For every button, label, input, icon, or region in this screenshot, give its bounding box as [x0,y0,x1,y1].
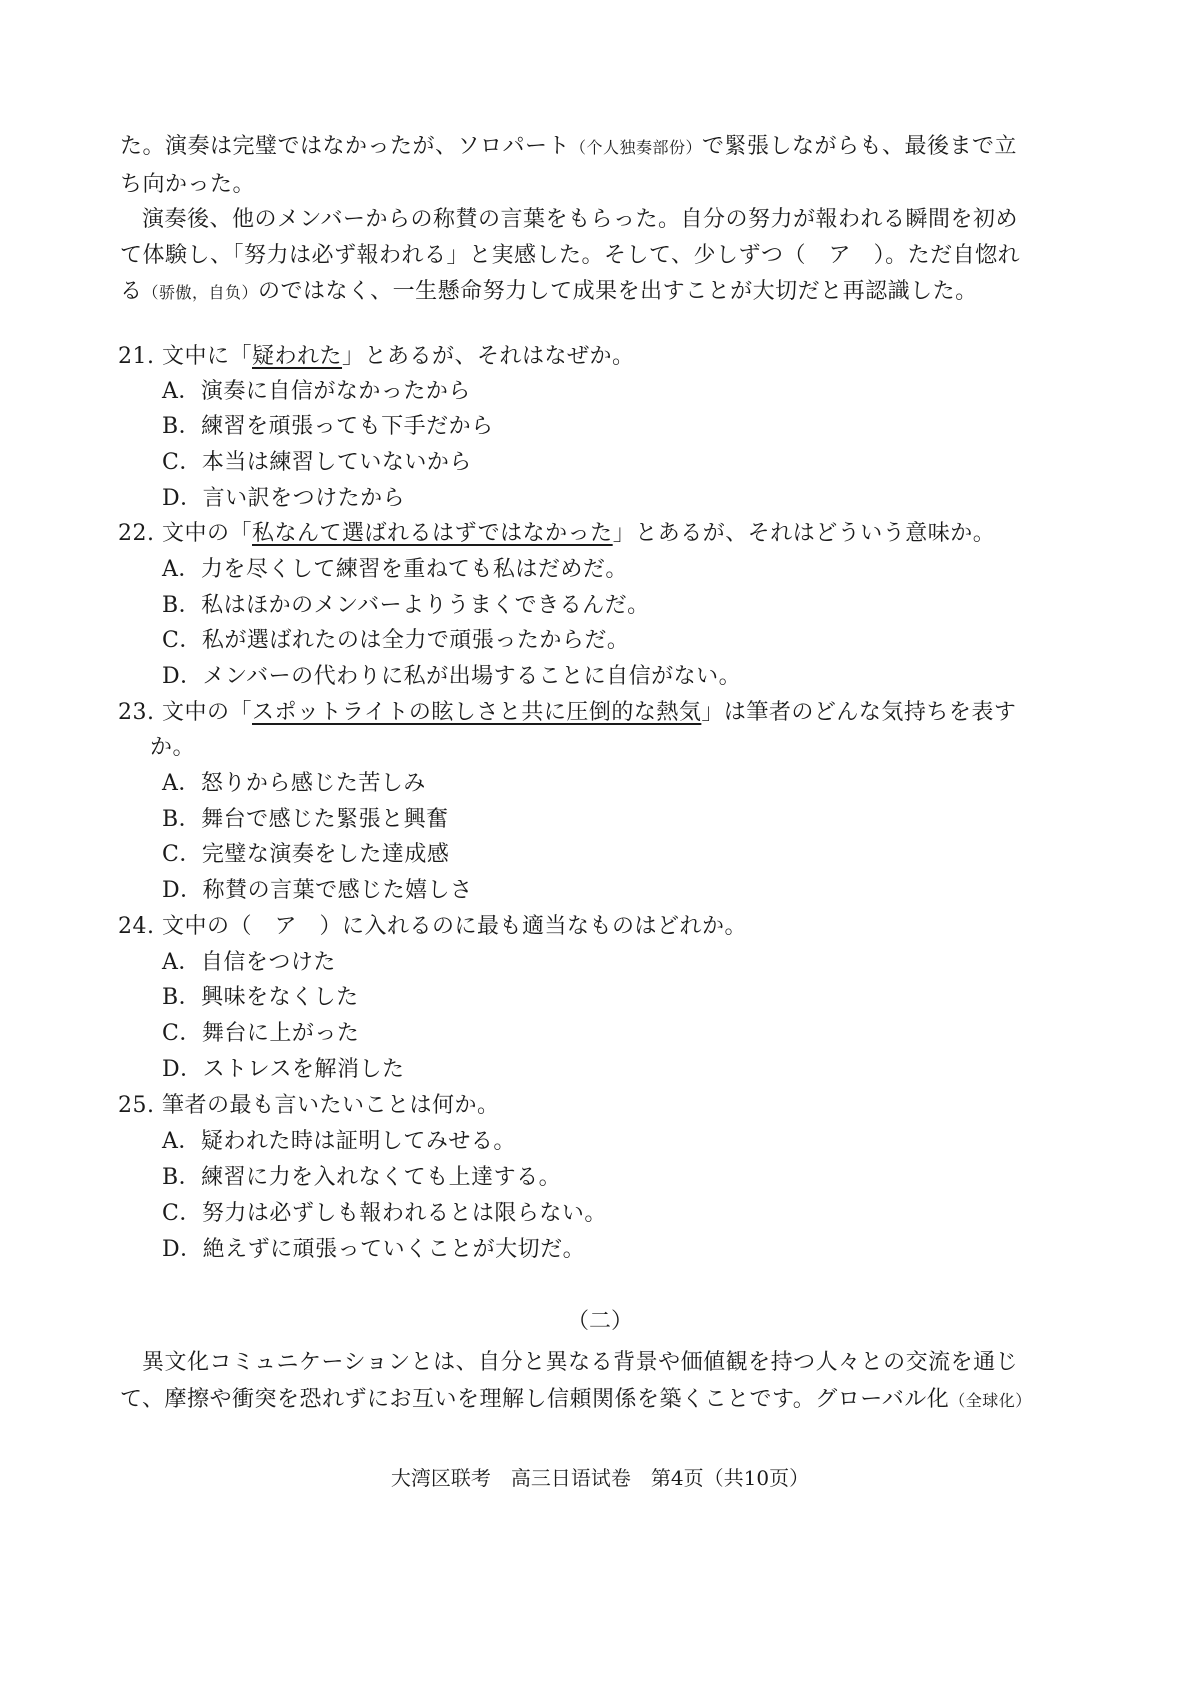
answer-option: C．完璧な演奏をした達成感 [162,842,450,867]
passage-text: て、摩擦や衝突を恐れずにお互いを理解し信頼関係を築くことです。グローバル化 [120,1387,950,1412]
answer-option: B．舞台で感じた緊張と興奮 [162,807,449,832]
question-text: 筆者の最も言いたいことは何か。 [162,1093,500,1118]
answer-option: B．興味をなくした [162,985,359,1010]
passage-line: ち向かった。 [120,172,256,197]
passage-note: （骄傲，自负） [142,283,259,302]
question-stem [118,694,1016,732]
underlined-quote: スポットライトの眩しさと共に圧倒的な熱気 [252,700,702,725]
question-stem-continuation: か。 [150,735,196,760]
answer-option: D．絶えずに頑張っていくことが大切だ。 [162,1237,586,1262]
answer-option: D．言い訳をつけたから [162,486,406,511]
answer-option: C．舞台に上がった [162,1021,360,1046]
answer-option: B．私はほかのメンバーよりうまくできるんだ。 [162,593,650,618]
page-footer: 大湾区联考 高三日语试卷 第4页（共10页） [390,1466,810,1490]
answer-option: A．疑われた時は証明してみせる。 [162,1129,516,1154]
passage-text: る [120,279,143,304]
underlined-quote: 疑われた [252,344,343,369]
answer-option: D．称賛の言葉で感じた嬉しさ [162,878,473,903]
answer-option: A．演奏に自信がなかったから [162,379,471,404]
question-text: 」とあるが、それはどういう意味か。 [612,521,996,546]
question-number: 24. [118,914,155,939]
question-text: 文中の「 [162,700,253,725]
question-text: 文中の（ ア ）に入れるのに最も適当なものはどれか。 [162,914,748,939]
question-text: 文中の「 [162,521,253,546]
answer-option: A．力を尽くして練習を重ねても私はだめだ。 [162,557,628,582]
question-stem [118,515,995,553]
passage-line: 異文化コミュニケーションとは、自分と異なる背景や価値観を持つ人々との交流を通じ [142,1350,1019,1375]
section-heading: （二） [566,1309,633,1334]
question-stem [118,1087,500,1125]
question-stem [118,338,635,376]
answer-option: B．練習に力を入れなくても上達する。 [162,1165,562,1190]
answer-option: A．自信をつけた [162,950,336,975]
passage-note: （全球化） [949,1391,1032,1410]
question-text: 文中に「 [162,344,253,369]
underlined-quote: 私なんて選ばれるはずではなかった [252,521,613,546]
passage-line: 演奏後、他のメンバーからの称賛の言葉をもらった。自分の努力が報われる瞬間を初め [142,207,1018,232]
answer-option: A．怒りから感じた苦しみ [162,771,426,796]
question-number: 21. [118,344,155,369]
passage-line [120,1380,1060,1420]
question-number: 25. [118,1093,155,1118]
passage-text: た。演奏は完璧ではなかったが、ソロパート [120,134,571,159]
answer-option: D．ストレスを解消した [162,1057,405,1082]
answer-option: D．メンバーの代わりに私が出場することに自信がない。 [162,664,742,689]
question-number: 22. [118,521,155,546]
question-number: 23. [118,700,155,725]
passage-text: のではなく、一生懸命努力して成果を出すことが大切だと再認識した。 [258,279,978,304]
question-stem [118,908,747,946]
passage-note: （个人独奏部份） [570,138,703,157]
answer-option: C．努力は必ずしも報われるとは限らない。 [162,1201,607,1226]
answer-option: C．私が選ばれたのは全力で頑張ったからだ。 [162,628,630,653]
answer-option: C．本当は練習していないから [162,450,472,475]
question-text: 」とあるが、それはなぜか。 [342,344,635,369]
passage-line [120,272,1060,312]
passage-line: て体験し、「努力は必ず報われる」と実感した。そして、少しずつ（ ア ）。ただ自惚れ [120,243,1021,268]
passage-line [120,127,1060,167]
question-text: 」は筆者のどんな気持ちを表す [701,700,1017,725]
answer-option: B．練習を頑張っても下手だから [162,414,494,439]
passage-text: で緊張しながらも、最後まで立 [702,134,1018,159]
